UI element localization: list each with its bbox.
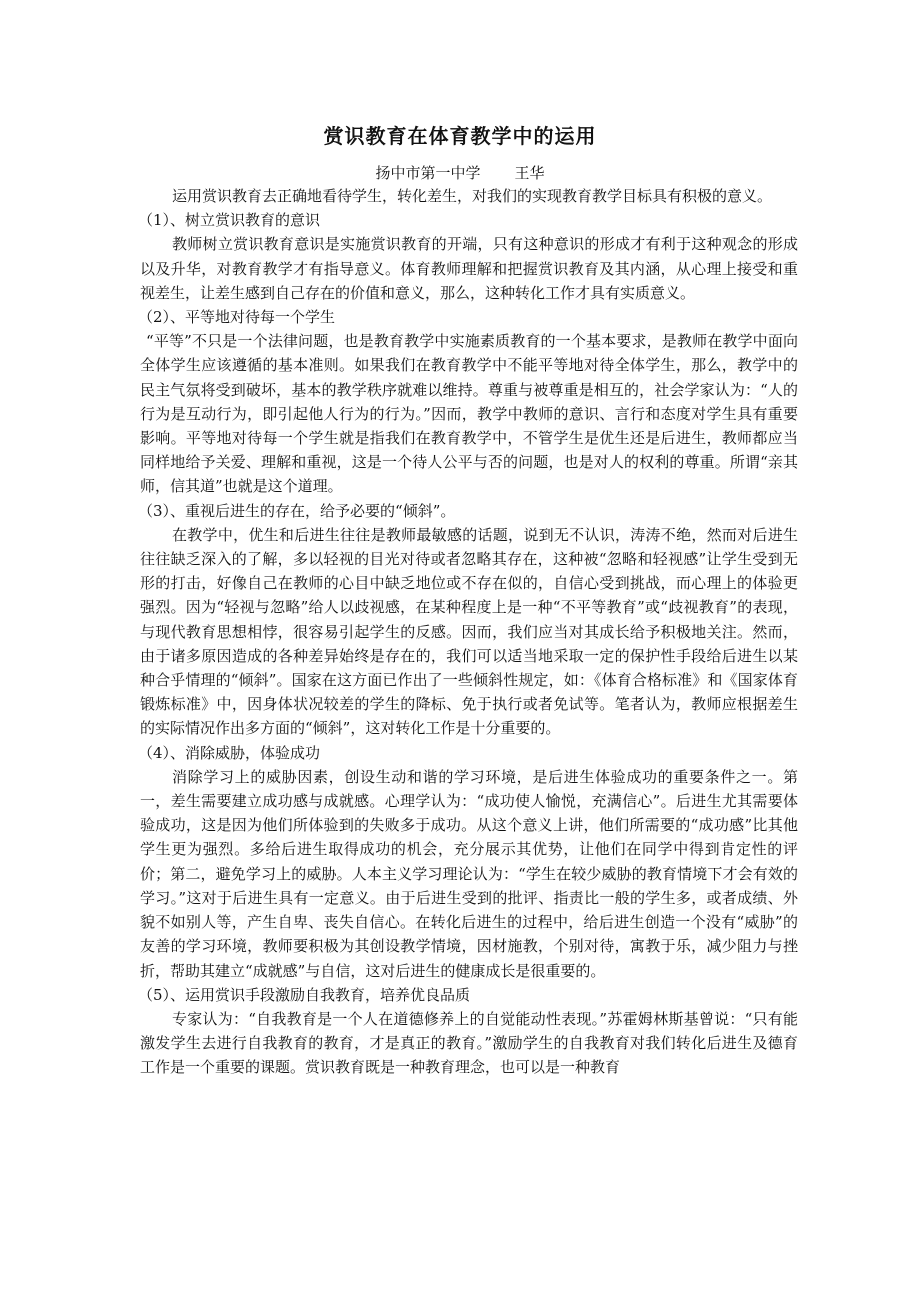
section-heading-2: （2）、平等地对待每一个学生 xyxy=(138,308,336,327)
document-body xyxy=(140,184,798,1080)
author-line xyxy=(0,162,920,183)
section-heading-4: （4）、消除威胁，体验成功 xyxy=(138,743,321,762)
section-heading-5: （5）、运用赏识手段激励自我教育，培养优良品质 xyxy=(138,985,471,1004)
section-5-paragraph: 专家认为：“自我教育是一个人在道德修养上的自觉能动性表现。”苏霍姆林斯基曾说：“只有能激发学生去进行自我教育的教育，才是真正的教育。”激励学生的自我教育对我们转化后进生及德育工作是一个重要的课题。赏识教育既是一种教育理念，也可以是一种教育 xyxy=(140,1009,798,1077)
author-school: 扬中市第一中学 xyxy=(375,164,481,182)
section-2-paragraph: “平等”不只是一个法律问题，也是教育教学中实施素质教育的一个基本要求，是教师在教学中面向全体学生应该遵循的基本准则。如果我们在教育教学中不能平等地对待全体学生，那么，教学中的民主气氛将受到破坏，基本的教学秩序就难以维持。尊重与被尊重是相互的，社会学家认为：“人的行为是互动行为，即引起他人行为的行为。”因而，教学中教师的意识、言行和态度对学生具有重要影响。平等地对待每一个学生就是指我们在教育教学中，不管学生是优生还是后进生，教师都应当同样地给予关爱、理解和重视，这是一个待人公平与否的问题，也是对人的权利的尊重。所谓“亲其师，信其道”也就是这个道理。 xyxy=(140,332,798,496)
section-4-paragraph: 消除学习上的威胁因素，创设生动和谐的学习环境，是后进生体验成功的重要条件之一。第一，差生需要建立成功感与成就感。心理学认为：“成功使人愉悦，充满信心”。后进生尤其需要体验成功，这是因为他们所体验到的失败多于成功。从这个意义上讲，他们所需要的“成功感”比其他学生更为强烈。多给后进生取得成功的机会，充分展示其优势，让他们在同学中得到肯定性的评价；第二，避免学习上的威胁。人本主义学习理论认为：“学生在较少威胁的教育情境下才会有效的学习。”这对于后进生具有一定意义。由于后进生受到的批评、指责比一般的学生多，或者成绩、外貌不如别人等，产生自卑、丧失自信心。在转化后进生的过程中，给后进生创造一个没有“威胁”的友善的学习环境，教师要积极为其创设教学情境，因材施教，个别对待，寓教于乐，减少阻力与挫折，帮助其建立“成就感”与自信，这对后进生的健康成长是很重要的。 xyxy=(140,767,798,980)
intro-paragraph: 运用赏识教育去正确地看待学生，转化差生，对我们的实现教育教学目标具有积极的意义。 xyxy=(172,187,773,205)
section-3-paragraph: 在教学中，优生和后进生往往是教师最敏感的话题，说到无不认识，涛涛不绝，然而对后进生往往缺乏深入的了解，多以轻视的目光对待或者忽略其存在，这种被“忽略和轻视感”让学生受到无形的打击，好像自己在教师的心目中缺乏地位或不存在似的，自信心受到挑战，而心理上的体验更强烈。因为“轻视与忽略”给人以歧视感，在某种程度上是一种“不平等教育”或“歧视教育”的表现，与现代教育思想相悖，很容易引起学生的反感。因而，我们应当对其成长给予积极地关注。然而，由于诸多原因造成的各种差异始终是存在的，我们可以适当地采取一定的保护性手段给后进生以某种合乎情理的“倾斜”。国家在这方面已作出了一些倾斜性规定，如：《体育合格标准》和《国家体育锻炼标准》中，因身体状况较差的学生的降标、免于执行或者免试等。笔者认为，教师应根据差生的实际情况作出多方面的“倾斜”，这对转化工作是十分重要的。 xyxy=(140,525,798,738)
section-heading-3: （3）、重视后进生的存在，给予必要的“倾斜”。 xyxy=(138,501,456,520)
author-name: 王华 xyxy=(514,164,545,182)
document-title: 赏识教育在体育教学中的运用 xyxy=(323,124,597,148)
section-1-paragraph: 教师树立赏识教育意识是实施赏识教育的开端，只有这种意识的形成才有利于这种观念的形成以及升华，对教育教学才有指导意义。体育教师理解和把握赏识教育及其内涵，从心理上接受和重视差生，让差生感到自己存在的价值和意义，那么，这种转化工作才具有实质意义。 xyxy=(140,235,798,302)
section-heading-1: （1）、树立赏识教育的意识 xyxy=(138,211,321,230)
